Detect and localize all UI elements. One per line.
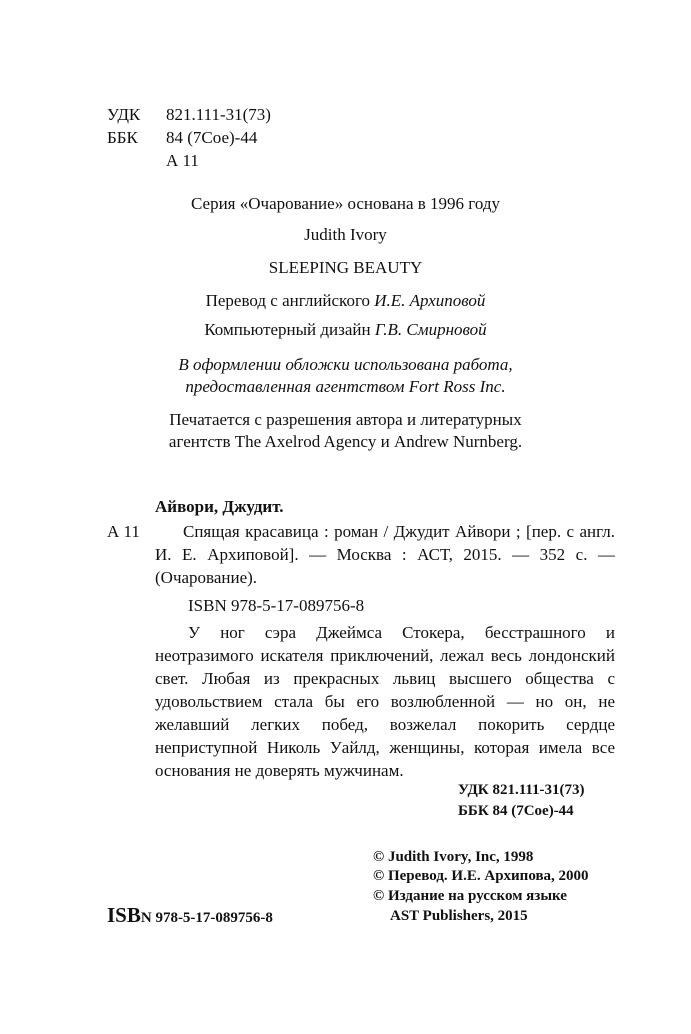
cover-note-line-1: В оформлении обложки использована работа, <box>178 355 513 374</box>
bib-heading: Айвори, Джудит. <box>155 497 284 516</box>
udc-value: 821.111-31(73) <box>166 105 271 124</box>
original-author: Judith Ivory <box>304 225 387 244</box>
translator-name: И.Е. Архиповой <box>374 291 486 310</box>
cover-note-line-2: предоставленная агентством Fort Ross Inc. <box>185 377 506 396</box>
isbn-footer <box>107 903 273 930</box>
author-mark: А 11 <box>166 151 199 170</box>
bib-mark: А 11 <box>107 522 140 541</box>
copyright-line-3: © Издание на русском языке <box>373 888 567 904</box>
original-title: SLEEPING BEAUTY <box>268 258 423 277</box>
copyright-line-4: AST Publishers, 2015 <box>390 908 528 924</box>
designer-name: Г.В. Смирновой <box>374 320 487 339</box>
classification-udc: УДК 821.111-31(73) <box>458 782 585 798</box>
copyright-line-1: © Judith Ivory, Inc, 1998 <box>373 849 534 865</box>
copyright-line-2: © Перевод. И.Е. Архипова, 2000 <box>373 868 589 884</box>
design-prefix: Компьютерный дизайн <box>204 320 371 339</box>
series-line: Серия «Очарование» основана в 1996 году <box>190 194 500 213</box>
bbk-value: 84 (7Сое)-44 <box>166 128 258 147</box>
permission-line-2: агентств The Axelrod Agency и Andrew Nurnberg. <box>168 432 523 451</box>
isbn-footer-rest: N 978-5-17-089756-8 <box>140 910 273 926</box>
udc-label: УДК <box>107 105 141 124</box>
bib-record <box>155 520 615 589</box>
annotation-text: У ног сэра Джеймса Стокера, бесстрашного и неотразимого искателя приключений, лежал весь лондонский свет. Любая из прекрасных львиц высшего общества с удовольствием стала бы его возлюбленной — но он, не желавший легких побед, возжелал покорить сердце неприступной Николь Уайлд, женщины, которая имела все основания не доверять мужчинам. <box>155 623 615 780</box>
bbk-label: ББК <box>107 128 138 147</box>
translation-prefix: Перевод с английского <box>205 291 370 310</box>
permission-line-1: Печатается с разрешения автора и литературных <box>169 410 522 429</box>
design-line <box>0 319 691 340</box>
bib-isbn: ISBN 978-5-17-089756-8 <box>188 596 365 615</box>
classification-bbk: ББК 84 (7Сое)-44 <box>458 803 574 819</box>
isbn-footer-big: ISB <box>107 903 141 927</box>
annotation <box>155 621 615 782</box>
translation-line <box>0 290 691 311</box>
bib-record-text: Спящая красавица : роман / Джудит Айвори ; [пер. с англ. И. Е. Архиповой]. — Москва : АСТ, 2015. — 352 с. — (Очарование). <box>155 522 615 587</box>
